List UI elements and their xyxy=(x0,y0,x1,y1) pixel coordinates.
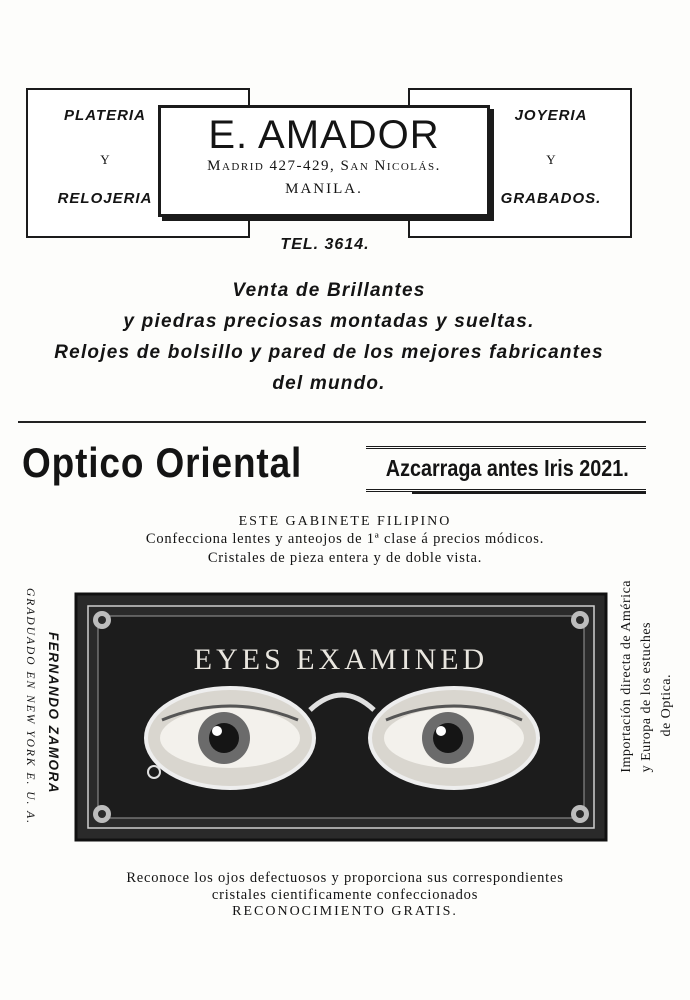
cabinet-desc-2: Cristales de pieza entera y de doble vista. xyxy=(207,550,483,566)
import-note-1: Importación directa de América xyxy=(619,580,634,773)
amador-address: Madrid 427-429, San Nicolás. xyxy=(207,158,441,174)
grabados-label: GRABADOS. xyxy=(500,190,602,207)
joyeria-label: JOYERIA xyxy=(514,107,588,124)
address-underline xyxy=(412,492,646,494)
right-y: Y xyxy=(546,152,556,167)
telephone: TEL. 3614. xyxy=(280,236,370,253)
footer-line-2: cristales cientificamente confeccionados xyxy=(211,887,479,903)
optico-address-text: Azcarraga antes Iris 2021. xyxy=(385,455,629,481)
eyes-examined-title: EYES EXAMINED xyxy=(193,643,489,676)
optometrist-name: FERNANDO ZAMORA xyxy=(46,632,61,794)
import-note-3: de Optica. xyxy=(659,674,674,737)
footer-line-3: RECONOCIMIENTO GRATIS. xyxy=(232,904,458,919)
amador-city: MANILA. xyxy=(285,181,363,197)
eyes-banner xyxy=(74,592,608,842)
ad-line-3: Relojes de bolsillo y pared de los mejores fabricantes xyxy=(54,342,604,363)
cabinet-desc-1: Confecciona lentes y anteojos de 1ª clase á precios módicos. xyxy=(145,531,545,547)
right-eye xyxy=(370,688,538,788)
ad-line-2: y piedras preciosas montadas y sueltas. xyxy=(123,311,535,332)
plateria-label: PLATERIA xyxy=(64,107,146,124)
graduate-note: GRADUADO EN NEW YORK E. U. A. xyxy=(24,588,36,825)
footer-line-1: Reconoce los ojos defectuosos y proporciona sus correspondientes xyxy=(126,870,564,886)
import-note-2: y Europa de los estuches xyxy=(639,622,654,773)
relojeria-label: RELOJERIA xyxy=(57,190,153,207)
optico-title: Optico Oriental xyxy=(22,439,303,486)
ad-line-4: del mundo. xyxy=(272,373,386,394)
cabinet-heading: ESTE GABINETE FILIPINO xyxy=(238,514,452,529)
section-divider xyxy=(18,421,646,423)
optico-address xyxy=(366,446,646,492)
brand-name: E. AMADOR xyxy=(208,113,440,157)
left-eye xyxy=(146,688,314,788)
ad-line-1: Venta de Brillantes xyxy=(232,280,426,301)
eyes-banner-illustration xyxy=(74,592,608,842)
left-y: Y xyxy=(100,152,110,167)
